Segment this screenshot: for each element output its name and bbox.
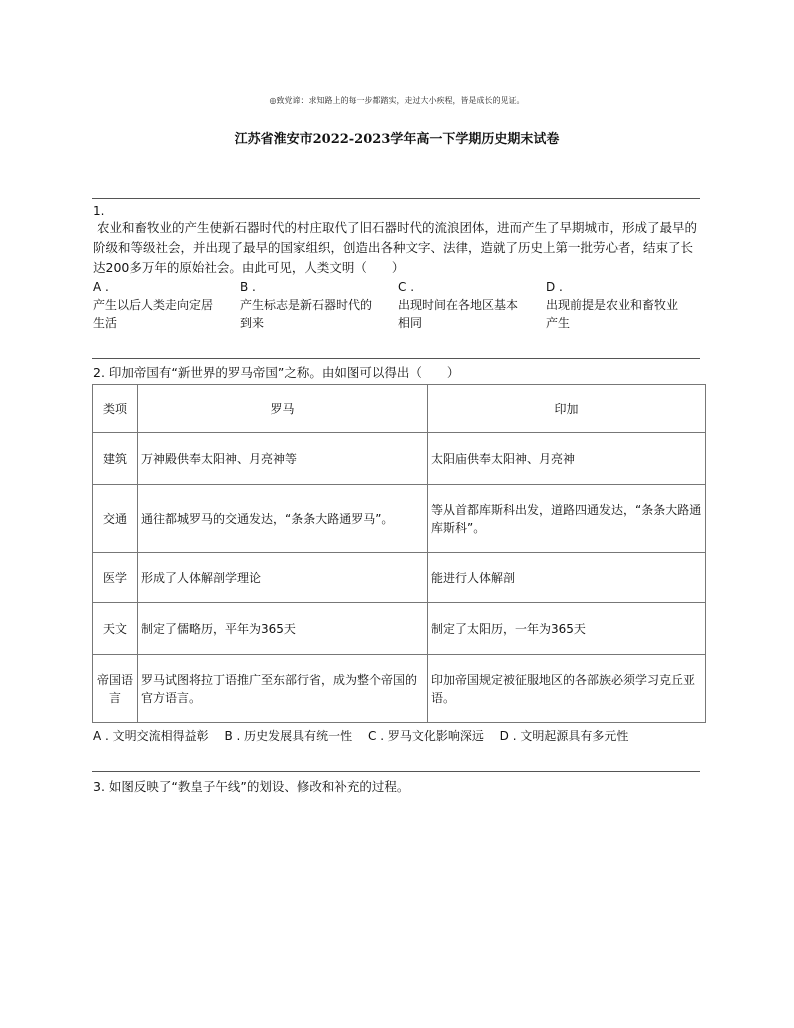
table-row xyxy=(93,485,706,553)
q2-option-c[interactable]: C . 罗马文化影响深远 xyxy=(368,729,484,743)
divider xyxy=(92,198,700,199)
divider xyxy=(92,358,700,359)
q1-number: 1. xyxy=(93,204,105,218)
q2-option-a[interactable]: A . 文明交流相得益彰 xyxy=(93,729,209,743)
rome-cell: 形成了人体解剖学理论 xyxy=(138,553,428,603)
divider xyxy=(92,771,700,772)
q1-option-b[interactable] xyxy=(240,278,380,332)
row-label: 帝国语言 xyxy=(93,655,138,723)
row-label: 建筑 xyxy=(93,433,138,485)
option-text-line2: 生活 xyxy=(93,316,118,330)
rome-cell: 万神殿供奉太阳神、月亮神等 xyxy=(138,433,428,485)
inca-cell: 印加帝国规定被征服地区的各部族必须学习克丘亚语。 xyxy=(428,655,706,723)
q2-option-d[interactable]: D . 文明起源具有多元性 xyxy=(499,729,629,743)
q2-option-b[interactable]: B . 历史发展具有统一性 xyxy=(224,729,353,743)
option-letter: B . xyxy=(240,280,256,294)
table-row xyxy=(93,603,706,655)
header-cell: 类项 xyxy=(93,385,138,433)
rome-cell: 制定了儒略历，平年为365天 xyxy=(138,603,428,655)
rome-cell: 罗马试图将拉丁语推广至东部行省，成为整个帝国的官方语言。 xyxy=(138,655,428,723)
motto-line: ◎致党谛：求知路上的每一步都踏实，走过大小疾程，皆是成长的见证。 xyxy=(269,96,525,105)
option-text-line1: 出现时间在各地区基本 xyxy=(398,298,519,312)
header-cell: 罗马 xyxy=(138,385,428,433)
option-text-line1: 产生标志是新石器时代的 xyxy=(240,298,373,312)
q1-option-c[interactable] xyxy=(398,278,538,332)
row-label: 交通 xyxy=(93,485,138,553)
table-row xyxy=(93,553,706,603)
option-text-line2: 到来 xyxy=(240,316,265,330)
inca-cell: 太阳庙供奉太阳神、月亮神 xyxy=(428,433,706,485)
table-header-row xyxy=(93,385,706,433)
header-cell: 印加 xyxy=(428,385,706,433)
option-text-line2: 产生 xyxy=(546,316,571,330)
inca-cell: 能进行人体解剖 xyxy=(428,553,706,603)
q1-option-d[interactable] xyxy=(546,278,706,332)
q1-stem: 农业和畜牧业的产生使新石器时代的村庄取代了旧石器时代的流浪团体，进而产生了早期城市，形成了最早的阶级和等级社会，并出现了最早的国家组织，创造出各种文字、法律，造就了历史上第一批劳心者，结束了长达200多万年的原始社会。由此可见，人类文明（ ） xyxy=(93,220,698,275)
exam-title: 江苏省淮安市2022-2023学年高一下学期历史期末试卷 xyxy=(234,132,560,147)
row-label: 天文 xyxy=(93,603,138,655)
option-text-line1: 产生以后人类走向定居 xyxy=(93,298,214,312)
inca-cell: 等从首都库斯科出发，道路四通发达，“条条大路通库斯科”。 xyxy=(428,485,706,553)
q2-options xyxy=(93,727,640,744)
table-row xyxy=(93,655,706,723)
table-row xyxy=(93,433,706,485)
option-letter: D . xyxy=(546,280,563,294)
option-letter: C . xyxy=(398,280,415,294)
q3-stem: 3. 如图反映了“教皇子午线”的划设、修改和补充的过程。 xyxy=(93,779,410,794)
comparison-table xyxy=(92,384,706,723)
row-label: 医学 xyxy=(93,553,138,603)
rome-cell: 通往都城罗马的交通发达，“条条大路通罗马”。 xyxy=(138,485,428,553)
option-text-line2: 相同 xyxy=(398,316,423,330)
q1-option-a[interactable] xyxy=(93,278,233,332)
option-text-line1: 出现前提是农业和畜牧业 xyxy=(546,298,679,312)
option-letter: A . xyxy=(93,280,109,294)
inca-cell: 制定了太阳历，一年为365天 xyxy=(428,603,706,655)
q2-stem: 2. 印加帝国有“新世界的罗马帝国”之称。由如图可以得出（ ） xyxy=(93,365,460,380)
